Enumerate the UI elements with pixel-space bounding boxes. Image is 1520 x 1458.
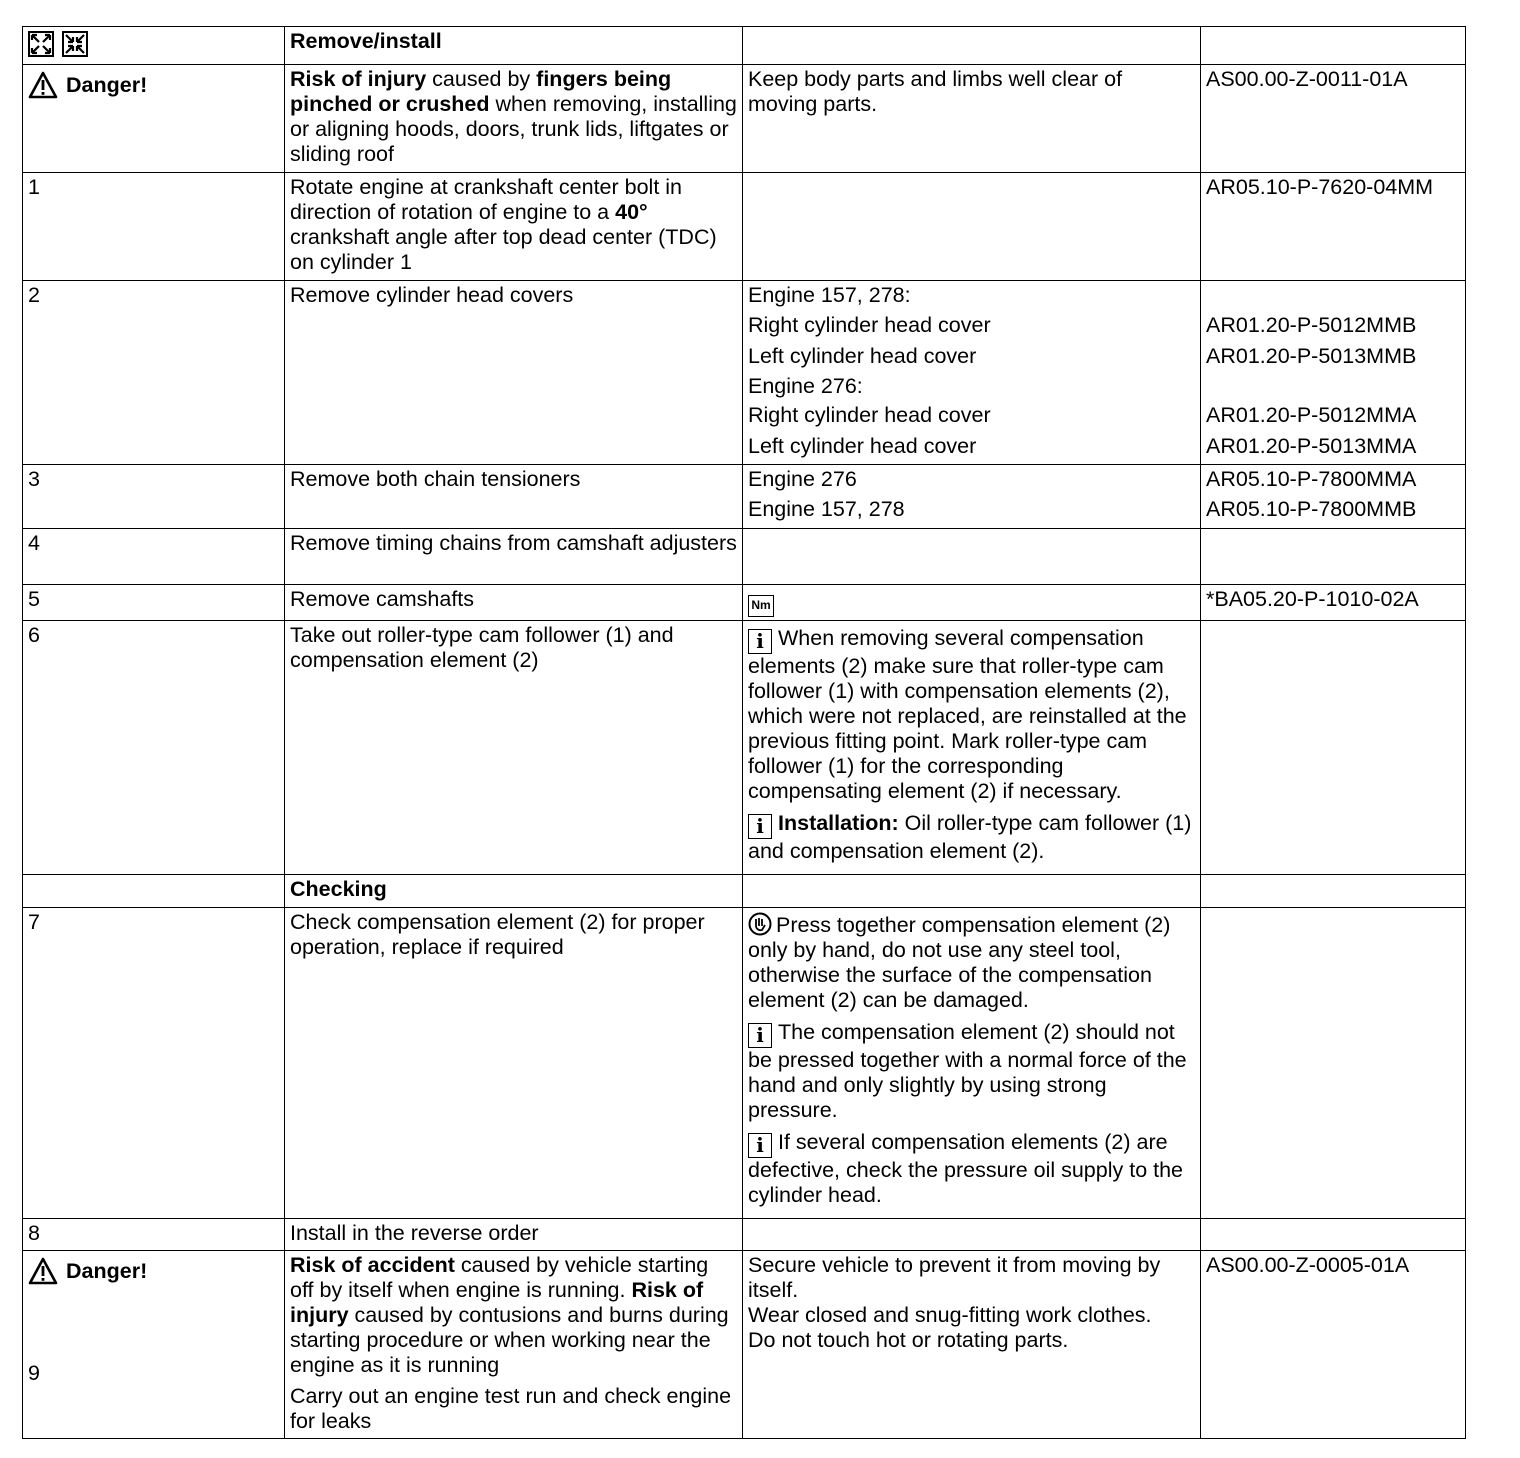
note-line: Right cylinder head cover [748,403,991,427]
step-text: Remove both chain tensioners [285,465,743,529]
info-note: i If several compensation elements (2) are defective, check the pressure oil supply to the cylinder head. [748,1130,1184,1207]
danger-row-2 [23,1251,1466,1439]
step-row-8 [23,1219,1466,1251]
caution-hand-icon [748,912,772,936]
step-notes [743,281,1201,465]
note-line: Engine 276: [748,374,863,398]
step-text: Remove timing chains from camshaft adjusters [285,529,743,585]
step-ref[interactable]: AR05.10-P-7800MMB [1206,497,1417,521]
torque-nm-icon[interactable]: Nm [748,595,774,617]
info-icon: i [748,1023,772,1048]
step-notes [743,908,1201,1219]
step-text: Take out roller-type cam follower (1) and compensation element (2) [285,621,743,875]
danger-risk-2: Risk of accident caused by vehicle starting off by itself when engine is running. Risk of injury caused by contusions and burns during starting procedure or when working near the engine as it is running [290,1253,729,1377]
step-number: 5 [23,585,285,621]
step-row-3 [23,465,1466,529]
step-number: 4 [23,529,285,585]
procedure-table [22,26,1466,1439]
checking-row [23,875,1466,908]
header-row [23,27,1466,65]
step-ref[interactable]: *BA05.20-P-1010-02A [1201,585,1466,621]
step-text: Remove cylinder head covers [285,281,743,465]
step-row-5 [23,585,1466,621]
step-ref[interactable]: AR01.20-P-5012MMA [1206,403,1417,427]
note-line: Engine 157, 278: [748,283,911,307]
info-icon: i [748,814,772,839]
note-line: Engine 157, 278 [748,497,905,521]
note-line: Left cylinder head cover [748,344,977,368]
danger-ref-1[interactable]: AS00.00-Z-0011-01A [1201,65,1466,173]
step-ref[interactable]: AR01.20-P-5013MMA [1206,434,1417,458]
step-refs [1201,465,1466,529]
warning-triangle-icon [28,1257,58,1285]
note-line: Left cylinder head cover [748,434,977,458]
step-notes [743,621,1201,875]
step-ref[interactable]: AR01.20-P-5012MMB [1206,313,1417,337]
collapse-arrows-icon[interactable] [62,31,88,57]
step-text: Remove camshafts [285,585,743,621]
step-text: Carry out an engine test run and check engine for leaks [290,1384,732,1433]
step-row-2 [23,281,1466,465]
danger-label-2: Danger! [28,1257,279,1285]
danger-label-1: Danger! [28,71,279,99]
step-row-4 [23,529,1466,585]
step-ref[interactable]: AR05.10-P-7620-04MM [1201,173,1466,281]
header-icons-cell [23,27,285,65]
step-number: 1 [23,173,285,281]
step-number: 7 [23,908,285,1219]
info-note: i When removing several compensation elements (2) make sure that roller-type cam follower (1) with compensation elements (2), which were not replaced, are reinstalled at the previous fitting point. Mark roller-type cam follower (1) for the corresponding compensating element (2) if necessary. [748,626,1187,803]
step-text: Install in the reverse order [285,1219,743,1251]
header-title: Remove/install [285,27,743,65]
step-row-7 [23,908,1466,1219]
info-note: i Installation: Oil roller-type cam follower (1) and compensation element (2). [748,811,1192,863]
step-number: 9 [28,1361,40,1385]
note-line: Engine 276 [748,467,857,491]
danger-ref-2[interactable]: AS00.00-Z-0005-01A [1201,1251,1466,1439]
step-number: 2 [23,281,285,465]
step-row-1 [23,173,1466,281]
step-number: 6 [23,621,285,875]
info-icon: i [748,1133,772,1158]
step-notes [743,465,1201,529]
danger-risk-1: Risk of injury caused by fingers being pinched or crushed when removing, installing or aligning hoods, doors, trunk lids, liftgates or sliding roof [285,65,743,173]
step-ref[interactable]: AR05.10-P-7800MMA [1206,467,1417,491]
info-icon: i [748,629,772,654]
step-text: Rotate engine at crankshaft center bolt in direction of rotation of engine to a 40° crankshaft angle after top dead center (TDC) on cylinder 1 [285,173,743,281]
info-note: i The compensation element (2) should not be pressed together with a normal force of the hand and only slightly by using strong pressure. [748,1020,1187,1122]
note-line: Right cylinder head cover [748,313,991,337]
step-row-6 [23,621,1466,875]
step-ref[interactable]: AR01.20-P-5013MMB [1206,344,1417,368]
warning-triangle-icon [28,71,58,99]
step-refs [1201,281,1466,465]
caution-note: Press together compensation element (2) only by hand, do not use any steel tool, otherwise the surface of the compensation element (2) can be damaged. [748,913,1171,1012]
step-number: 8 [23,1219,285,1251]
danger-measure-2: Secure vehicle to prevent it from moving by itself. Wear closed and snug-fitting work clothes. Do not touch hot or rotating parts. [743,1251,1201,1439]
step-number: 3 [23,465,285,529]
step-text: Check compensation element (2) for proper operation, replace if required [285,908,743,1219]
danger-measure-1: Keep body parts and limbs well clear of moving parts. [743,65,1201,173]
danger-row-1 [23,65,1466,173]
expand-arrows-icon[interactable] [28,31,54,57]
section-title-checking: Checking [285,875,743,908]
